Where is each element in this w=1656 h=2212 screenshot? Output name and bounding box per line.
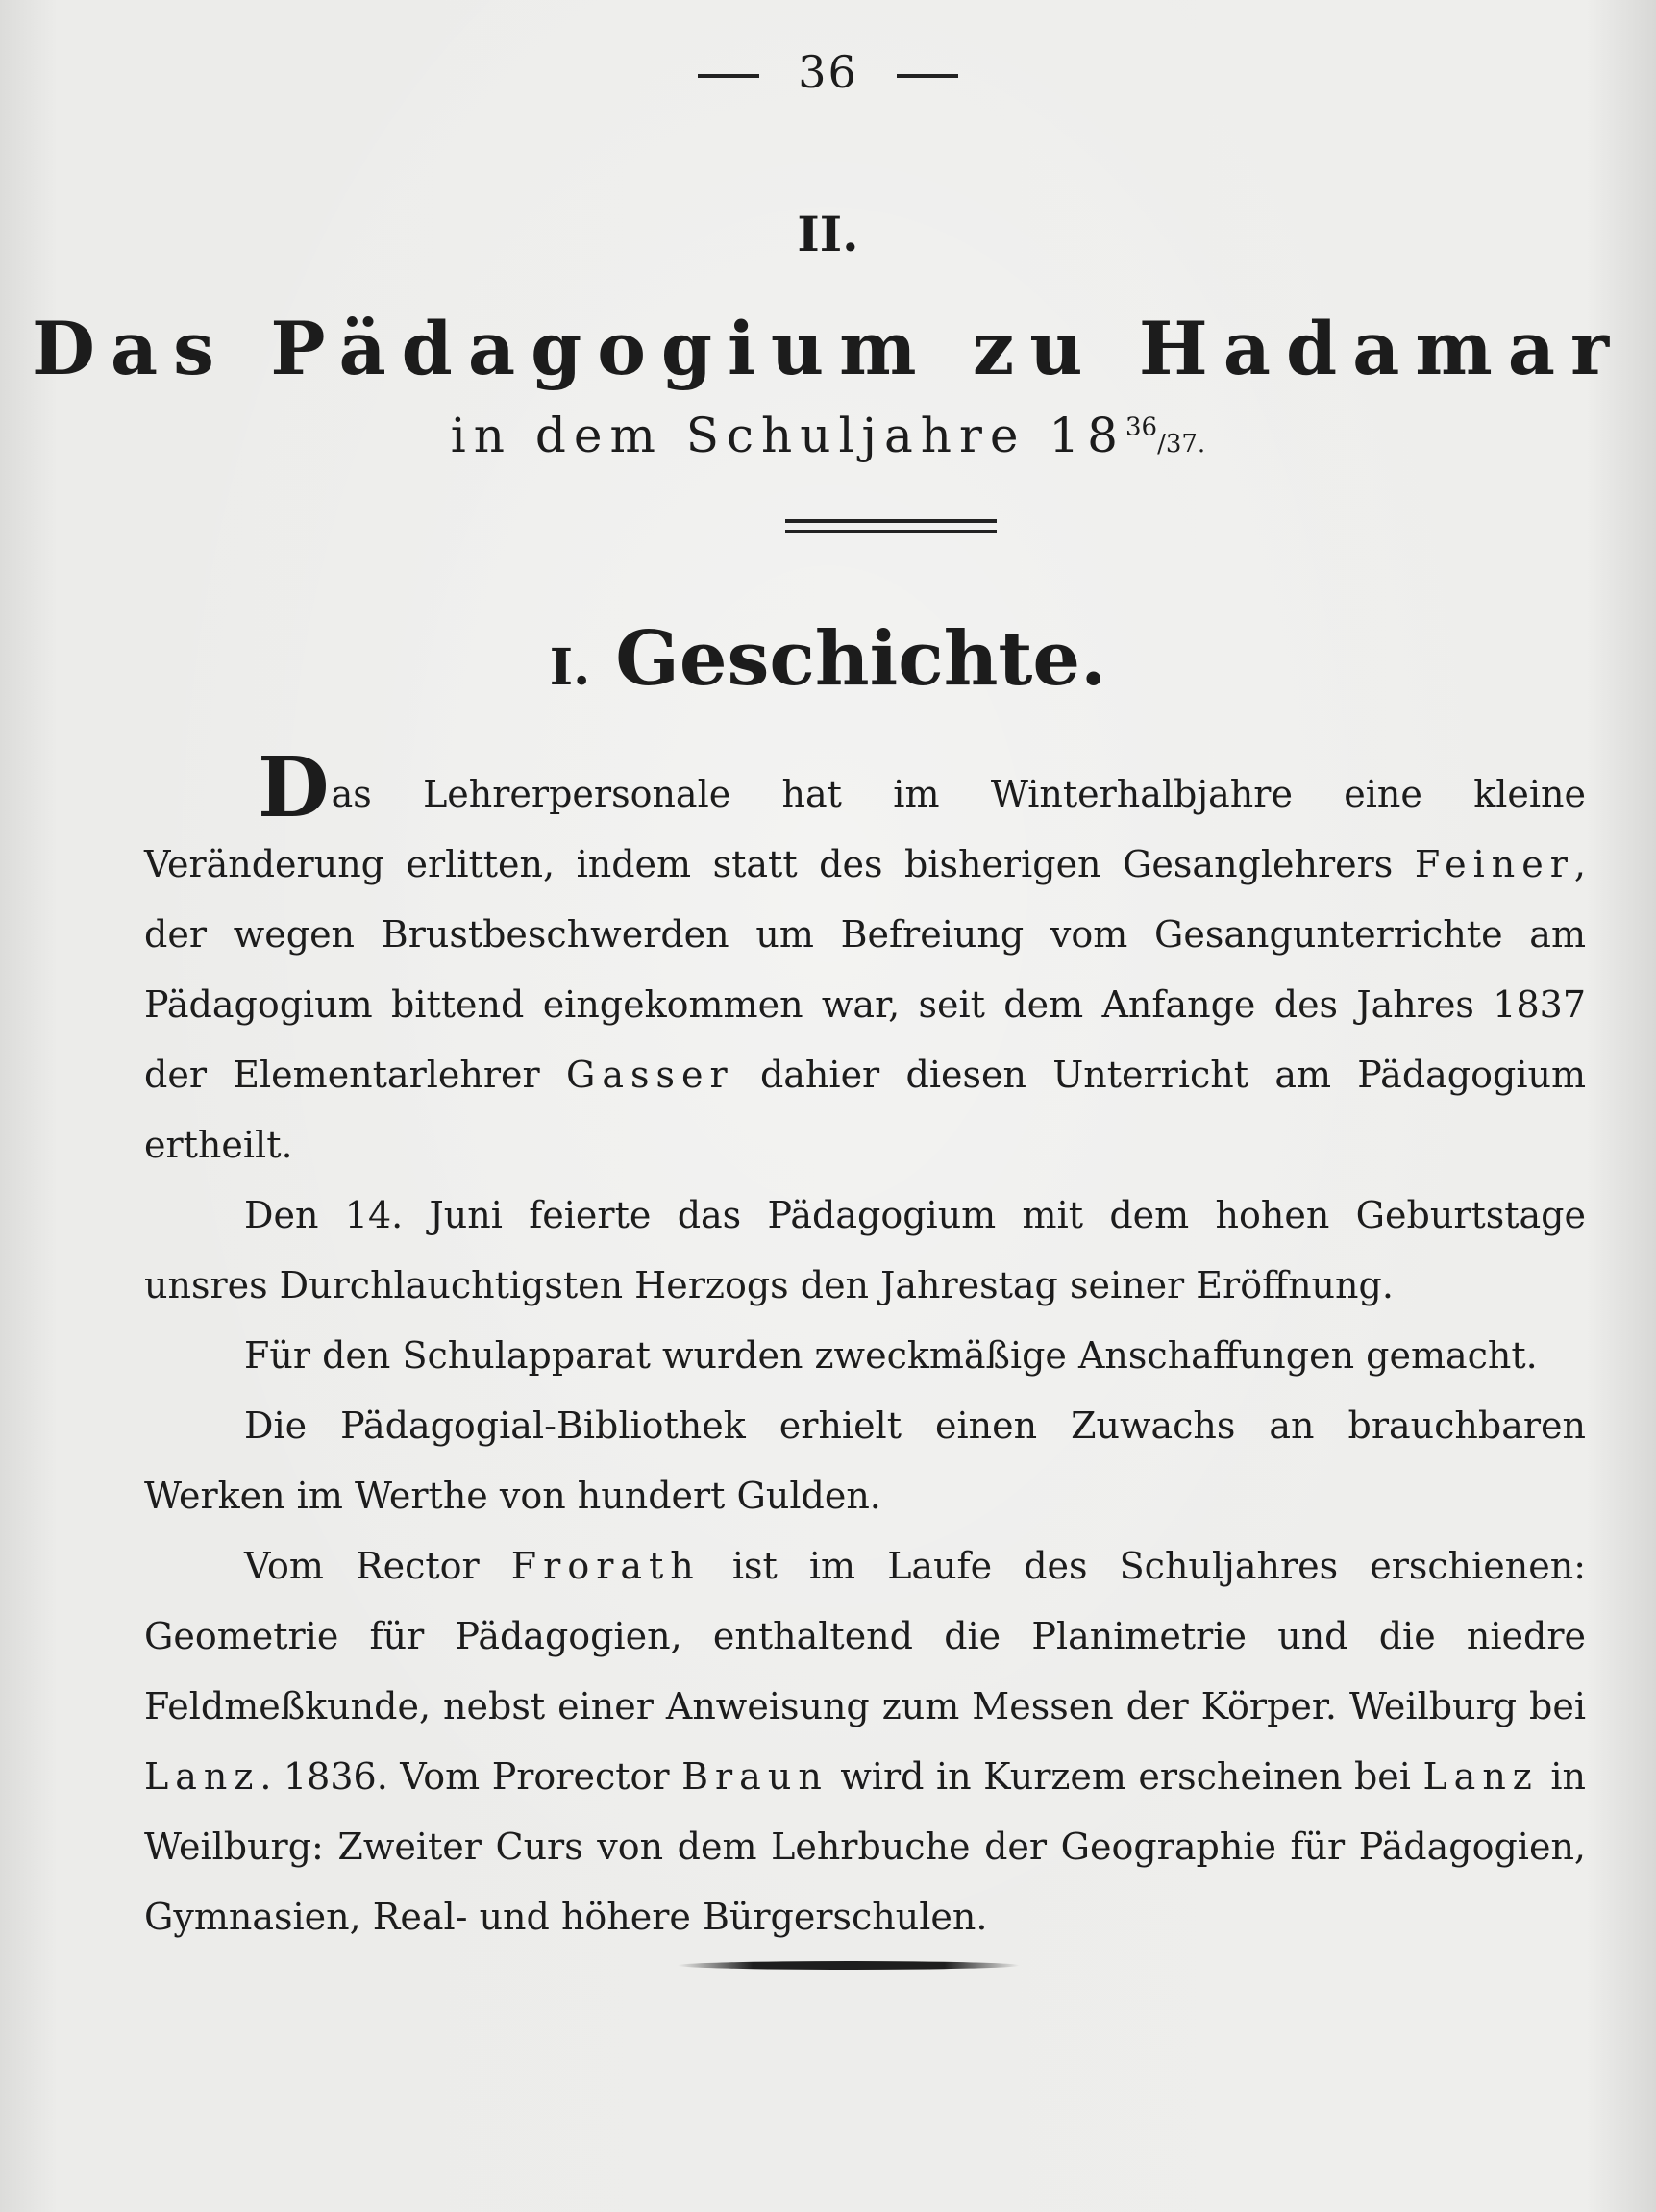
- paragraph-1: [144, 739, 1586, 1181]
- page-title: Das Pädagogium zu Hadamar: [31, 306, 1625, 391]
- section-numeral: II.: [797, 206, 859, 262]
- paragraph-5-text-a: Vom Rector: [244, 1545, 511, 1587]
- subtitle-text: in dem Schuljahre 18: [450, 408, 1125, 463]
- paragraph-5: [144, 1531, 1586, 1952]
- paragraph-5-text-c: . 1836. Vom Prorector: [260, 1755, 682, 1798]
- paragraph-2: Den 14. Juni feierte das Pädagogium mit dem hohen Geburtstage unsres Durchlauchtigsten Herzogs den Jahrestag seiner Eröffnung.: [144, 1194, 1586, 1306]
- section-heading-text: Geschichte.: [615, 615, 1107, 703]
- section-heading: [0, 615, 1656, 703]
- paragraph-5-text-e: in Weilburg: Zweiter Curs von dem Lehrbuche der Geographie für Pädagogien, Gymnasien, Real- und höhere Bürgerschulen.: [144, 1755, 1586, 1938]
- name-lanz-2: Lanz: [1422, 1755, 1539, 1798]
- paragraph-1-text-b: , der wegen Brustbeschwerden um Befreiung vom Gesangunterrichte am Pädagogium bittend eingekommen war, seit dem Anfange des Jahres 1837 der Elementarlehrer: [144, 843, 1586, 1096]
- end-ornament-rule: [678, 1961, 1020, 1970]
- page-number-line: [0, 46, 1656, 98]
- paragraph-1-text-a: as Lehrerpersonale hat im Winterhalbjahre eine kleine Veränderung erlitten, indem statt des bisherigen Gesanglehrers: [144, 773, 1586, 885]
- paragraph-1-text-c: dahier diesen Unterricht am Pädagogium ertheilt.: [144, 1054, 1586, 1166]
- paragraph-4: Die Pädagogial-Bibliothek erhielt einen Zuwachs an brauchbaren Werken im Werthe von hundert Gulden.: [144, 1404, 1586, 1517]
- paragraph-3: Für den Schulapparat wurden zweckmäßige Anschaffungen gemacht.: [244, 1334, 1538, 1377]
- subtitle: [0, 408, 1656, 463]
- dash-right: [897, 74, 958, 78]
- name-lanz: Lanz: [144, 1755, 260, 1798]
- dash-left: [698, 74, 759, 78]
- year-subscript: 37.: [1165, 430, 1206, 459]
- body-text: [144, 739, 1587, 1952]
- paragraph-5-text-d: wird in Kurzem erscheinen bei: [828, 1755, 1423, 1798]
- page-number: 36: [798, 46, 858, 98]
- name-frorath: Frorath: [510, 1545, 701, 1587]
- double-rule-divider: [785, 519, 997, 533]
- drop-cap-initial: D: [258, 739, 330, 836]
- year-slash: /: [1157, 430, 1166, 459]
- name-gasser: Gasser: [565, 1054, 734, 1096]
- name-braun: Braun: [681, 1755, 828, 1798]
- paragraph-5-text-b: ist im Laufe des Schuljahres erschienen: Geometrie für Pädagogien, enthaltend die Planimetrie und die niedre Feldmeßkunde, nebst einer Anweisung zum Messen der Körper. Weilburg bei: [144, 1545, 1587, 1727]
- section-heading-number: I.: [549, 638, 591, 697]
- year-superscript: 36: [1125, 412, 1158, 442]
- name-feiner: Feiner: [1414, 843, 1574, 885]
